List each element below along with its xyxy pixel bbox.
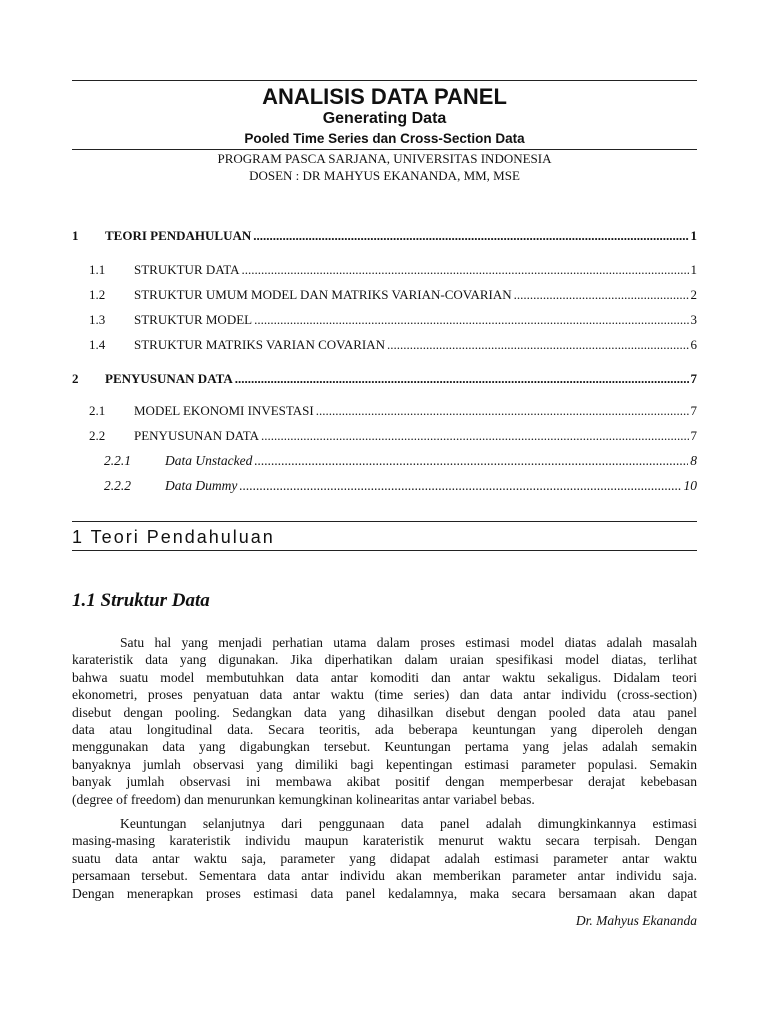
toc-number: 2.2 bbox=[89, 428, 106, 443]
toc-number: 2.2.2 bbox=[104, 478, 131, 493]
toc-leader bbox=[254, 312, 688, 328]
document-subtitle: Generating Data bbox=[322, 110, 447, 127]
section-rule-top bbox=[72, 521, 697, 522]
toc-label: MODEL EKONOMI INVESTASI bbox=[134, 403, 314, 418]
toc-number: 2 bbox=[72, 371, 79, 386]
toc-number: 1.2 bbox=[89, 287, 106, 302]
toc-page-number: 1 bbox=[690, 262, 697, 277]
toc-entry[interactable] bbox=[72, 228, 697, 244]
toc-page-number: 7 bbox=[690, 403, 697, 418]
toc-page-number: 7 bbox=[690, 428, 697, 443]
header-rule bbox=[72, 149, 697, 150]
toc-label: PENYUSUNAN DATA bbox=[134, 428, 259, 443]
toc-entry[interactable] bbox=[72, 337, 697, 353]
lecturer-line bbox=[72, 168, 697, 184]
toc-leader bbox=[261, 428, 689, 444]
paragraph-line: karateristik data yang digunakan. Jika diperhatikan dalam uraian spesifikasi model diatas, terlihat bbox=[72, 652, 697, 668]
toc-page-number: 7 bbox=[690, 371, 697, 386]
toc-page-number: 1 bbox=[690, 228, 697, 243]
paragraph-line: bahwa suatu model membutuhkan data antar komoditi dan antar waktu sekaligus. Didalam teori bbox=[72, 669, 697, 685]
section-heading: 1 Teori Pendahuluan bbox=[72, 527, 275, 547]
toc-label: PENYUSUNAN DATA bbox=[105, 371, 233, 386]
toc-entry[interactable] bbox=[72, 262, 697, 278]
paragraph-line: Dengan menerapkan proses estimasi data panel kedalamnya, maka secara bersamaan akan dapat bbox=[72, 885, 697, 901]
toc-entry[interactable] bbox=[72, 371, 697, 387]
paragraph-line: data atau longitudinal data. Secara teoritis, ada beberapa keuntungan yang diperoleh dengan bbox=[72, 722, 697, 738]
paragraph-line: banyaknya jumlah observasi yang dimiliki bagi kepentingan estimasi parameter populasi. Semakin bbox=[72, 756, 697, 772]
toc-page-number: 6 bbox=[690, 337, 697, 352]
section-rule-bottom bbox=[72, 550, 697, 551]
paragraph-line: Satu hal yang menjadi perhatian utama dalam proses estimasi model diatas adalah masalah bbox=[120, 635, 697, 650]
toc-leader bbox=[242, 262, 689, 278]
lecturer-text: DOSEN : DR MAHYUS EKANANDA, MM, MSE bbox=[249, 168, 520, 183]
toc-page-number: 2 bbox=[690, 287, 697, 302]
toc-leader bbox=[235, 371, 689, 387]
document-subsubtitle: Pooled Time Series dan Cross-Section Data bbox=[244, 131, 525, 146]
program-line bbox=[72, 151, 697, 167]
paragraph-line: Keuntungan selanjutnya dari penggunaan data panel adalah dimungkinkannya estimasi bbox=[120, 816, 697, 831]
paragraph-line: persamaan tersebut. Sementara data antar individu akan memberikan parameter antar individu saja. bbox=[72, 868, 697, 884]
toc-page-number: 10 bbox=[683, 478, 697, 493]
toc-number: 1.1 bbox=[89, 262, 106, 277]
toc-leader bbox=[253, 228, 688, 244]
toc-leader bbox=[514, 287, 689, 303]
paragraph bbox=[72, 634, 697, 808]
program-text: PROGRAM PASCA SARJANA, UNIVERSITAS INDONESIA bbox=[217, 151, 552, 166]
toc-label: STRUKTUR MATRIKS VARIAN COVARIAN bbox=[134, 337, 386, 352]
paragraph-line: banyak jumlah observasi ini membawa akibat positif dengan memperbesar derajat kebebasan bbox=[72, 774, 697, 790]
toc-entry[interactable] bbox=[72, 453, 697, 469]
toc-leader bbox=[316, 403, 689, 419]
top-rule bbox=[72, 80, 697, 81]
toc-page-number: 3 bbox=[690, 312, 697, 327]
toc-entry[interactable] bbox=[72, 478, 697, 494]
paragraph-line: ekonometri, proses penyatuan data antar waktu (time series) dan data antar individu (cross-section) bbox=[72, 687, 697, 703]
toc-label: STRUKTUR UMUM MODEL DAN MATRIKS VARIAN-COVARIAN bbox=[134, 287, 512, 302]
footer-author: Dr. Mahyus Ekananda bbox=[575, 913, 697, 928]
toc-label: TEORI PENDAHULUAN bbox=[105, 228, 252, 243]
toc-number: 1.4 bbox=[89, 337, 106, 352]
paragraph-line: menggunakan data yang digabungkan tersebut. Keuntungan pertama yang jelas adalah semakin bbox=[72, 739, 697, 755]
paragraph-line: masing-masing karateristik individu maupun karateristik menurut waktu secara terpisah. Dengan bbox=[72, 833, 697, 849]
toc-leader bbox=[239, 478, 681, 494]
toc-label: Data Unstacked bbox=[165, 453, 253, 468]
toc-number: 1.3 bbox=[89, 312, 106, 327]
document-title: ANALISIS DATA PANEL bbox=[262, 84, 507, 109]
toc-number: 1 bbox=[72, 228, 79, 243]
paragraph-line: suatu data antar waktu saja, parameter yang didapat adalah estimasi parameter antar waktu bbox=[72, 850, 697, 866]
toc-leader bbox=[387, 337, 688, 353]
paragraph bbox=[72, 815, 697, 902]
paragraph-line: disebut dengan pooling. Sedangkan data yang dihasilkan disebut dengan pooled data atau panel bbox=[72, 704, 697, 720]
paragraph-line: (degree of freedom) dan menurunkan kemungkinan kolinearitas antar variabel bebas. bbox=[72, 791, 535, 807]
toc-entry[interactable] bbox=[72, 312, 697, 328]
toc-entry[interactable] bbox=[72, 287, 697, 303]
toc-entry[interactable] bbox=[72, 428, 697, 444]
toc-page-number: 8 bbox=[690, 453, 697, 468]
toc-entry[interactable] bbox=[72, 403, 697, 419]
toc-number: 2.1 bbox=[89, 403, 106, 418]
toc-number: 2.2.1 bbox=[104, 453, 131, 468]
toc-label: STRUKTUR MODEL bbox=[134, 312, 253, 327]
toc-label: Data Dummy bbox=[165, 478, 238, 493]
subsection-heading: 1.1 Struktur Data bbox=[72, 590, 210, 611]
toc-label: STRUKTUR DATA bbox=[134, 262, 240, 277]
toc-leader bbox=[254, 453, 688, 469]
